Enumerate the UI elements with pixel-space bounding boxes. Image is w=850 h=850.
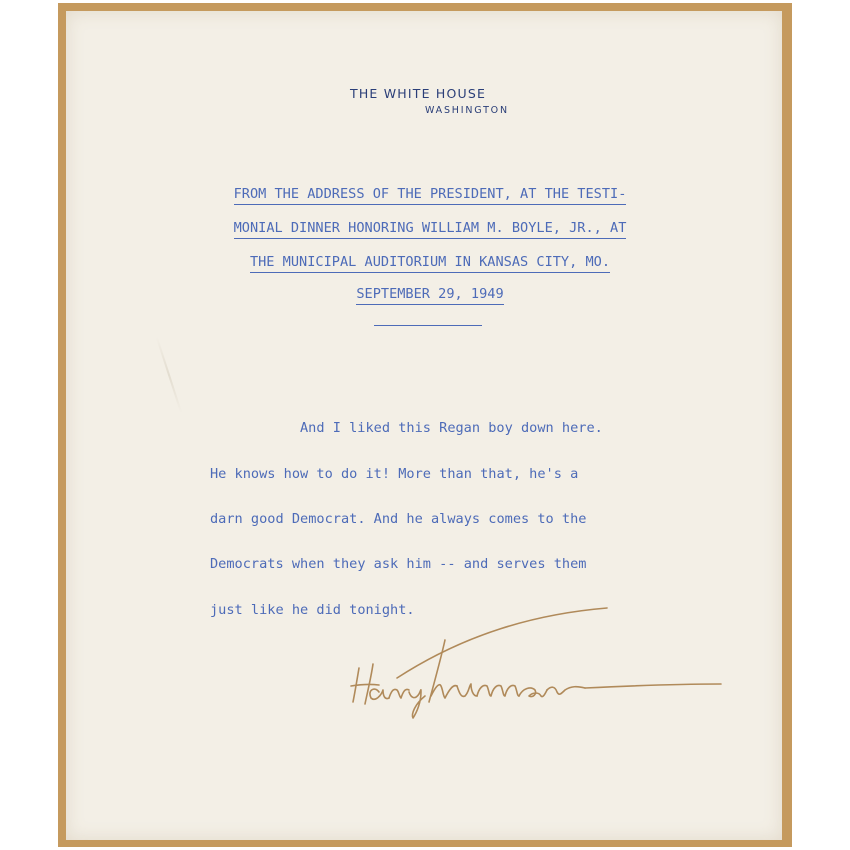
letterhead-title: THE WHITE HOUSE: [350, 86, 487, 101]
heading-date: SEPTEMBER 29, 1949: [210, 286, 650, 302]
heading-line: THE MUNICIPAL AUDITORIUM IN KANSAS CITY, MO.: [210, 254, 650, 270]
body-line: Democrats when they ask him -- and serves them: [210, 556, 587, 572]
body-line: just like he did tonight.: [210, 602, 415, 618]
body-line: darn good Democrat. And he always comes to the: [210, 511, 587, 527]
body-line: And I liked this Regan boy down here.: [300, 420, 603, 436]
body-line: He knows how to do it! More than that, he's a: [210, 466, 579, 482]
handwritten-signature: [345, 600, 730, 720]
heading-line: MONIAL DINNER HONORING WILLIAM M. BOYLE, JR., AT: [210, 220, 650, 236]
heading-line: FROM THE ADDRESS OF THE PRESIDENT, AT THE TESTI-: [205, 186, 655, 202]
separator-rule: [374, 325, 482, 326]
letterhead-city: WASHINGTON: [425, 105, 509, 116]
